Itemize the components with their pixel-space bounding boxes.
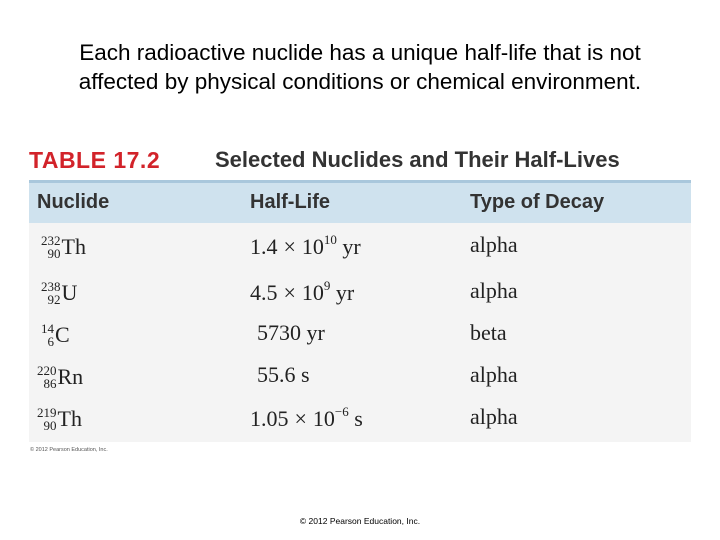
header-decay-type: Type of Decay bbox=[470, 191, 605, 213]
atomic-number: 90 bbox=[47, 245, 61, 261]
decay-type-cell: alpha bbox=[470, 278, 518, 303]
header-nuclide: Nuclide bbox=[37, 191, 110, 213]
mass-number: 219 bbox=[37, 404, 57, 420]
nuclide-table bbox=[29, 180, 691, 442]
table-row bbox=[29, 400, 691, 442]
element-symbol: U bbox=[61, 279, 78, 305]
table-header-row bbox=[29, 180, 691, 223]
heading-line-1: Each radioactive nuclide has a unique half-life that is not bbox=[79, 40, 641, 65]
table-caption: Selected Nuclides and Their Half-Lives bbox=[215, 147, 620, 172]
mass-number: 238 bbox=[41, 278, 61, 294]
decay-type-cell: beta bbox=[470, 320, 507, 345]
mass-number: 14 bbox=[41, 320, 54, 336]
atomic-number: 86 bbox=[43, 375, 57, 391]
mass-number: 232 bbox=[41, 232, 61, 248]
decay-type-cell: alpha bbox=[470, 362, 518, 387]
half-life-cell: $4.5 \times 10^9$ yr bbox=[250, 278, 355, 305]
half-life-cell: 55.6 s bbox=[257, 362, 310, 387]
table-row bbox=[29, 274, 691, 316]
nuclide-cell bbox=[41, 320, 70, 348]
half-life-cell: $1.4 \times 10^{10}$ yr bbox=[250, 232, 361, 259]
nuclide-cell bbox=[37, 362, 83, 390]
table-row bbox=[29, 316, 691, 358]
header-half-life: Half-Life bbox=[250, 191, 330, 213]
heading-line-2: affected by physical conditions or chemical environment. bbox=[78, 69, 642, 94]
atomic-number: 90 bbox=[43, 417, 57, 433]
table-title bbox=[29, 147, 691, 179]
element-symbol: Rn bbox=[57, 363, 84, 389]
element-symbol: C bbox=[55, 321, 70, 347]
table-number: TABLE 17.2 bbox=[29, 147, 161, 173]
half-life-cell: 5730 yr bbox=[257, 320, 325, 345]
footer-copyright: © 2012 Pearson Education, Inc. bbox=[299, 516, 421, 526]
table-copyright: © 2012 Pearson Education, Inc. bbox=[30, 447, 108, 453]
nuclide-cell bbox=[41, 232, 86, 260]
element-symbol: Th bbox=[57, 405, 82, 431]
decay-type-cell: alpha bbox=[470, 232, 518, 257]
table-row bbox=[29, 228, 691, 270]
nuclide-cell bbox=[37, 404, 82, 432]
table-row bbox=[29, 358, 691, 400]
mass-number: 220 bbox=[37, 362, 57, 378]
decay-type-cell: alpha bbox=[470, 404, 518, 429]
atomic-number: 92 bbox=[47, 291, 61, 307]
atomic-number: 6 bbox=[47, 333, 54, 349]
slide-heading bbox=[0, 38, 720, 96]
element-symbol: Th bbox=[61, 233, 86, 259]
half-life-cell: $1.05 \times 10^{-6}$ s bbox=[250, 404, 363, 431]
nuclide-cell bbox=[41, 278, 77, 306]
